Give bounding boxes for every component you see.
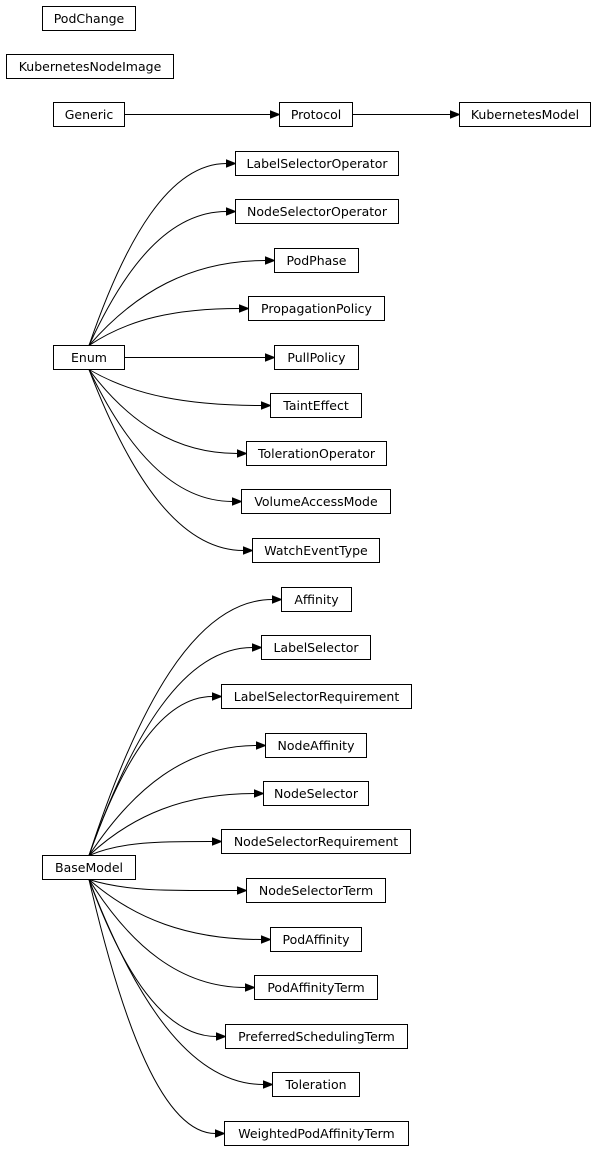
arrowhead-icon [227,208,236,215]
node-label: PropagationPolicy [261,301,372,316]
node-label: WeightedPodAffinityTerm [238,1126,395,1141]
edge-basemodel-labelselectorrequirement [89,693,222,856]
arrowhead-icon [238,450,247,457]
nodes-layer [7,7,591,1146]
node-label: PreferredSchedulingTerm [238,1029,395,1044]
node-label: PodAffinityTerm [267,980,365,995]
node-label: BaseModel [55,860,123,875]
node-kubernetesnodeimage[interactable] [7,55,174,79]
edge-basemodel-nodeselectorrequirement [89,838,222,856]
node-tolerationoperator[interactable] [247,442,387,466]
node-preferredschedulingterm[interactable] [226,1025,408,1049]
node-label: PodPhase [286,253,347,268]
arrowhead-icon [262,936,271,943]
edge-enum-watcheventtype [89,370,253,555]
node-volumeaccessmode[interactable] [242,490,391,514]
arrowhead-icon [271,111,280,118]
node-podaffinity[interactable] [271,928,362,952]
node-label: KubernetesModel [470,107,580,122]
node-nodeselectoroperator[interactable] [236,200,399,224]
node-label: NodeAffinity [277,738,355,753]
node-label: NodeSelector [274,786,358,801]
node-label: VolumeAccessMode [254,494,378,509]
arrowhead-icon [266,257,275,264]
edge-enum-labelselectoroperator [89,160,236,346]
edge-enum-nodeselectoroperator [89,208,236,346]
node-enum[interactable] [54,346,125,370]
edge-basemodel-nodeselectorterm [89,880,247,895]
node-basemodel[interactable] [43,856,136,880]
node-tainteffect[interactable] [271,394,362,418]
arrowhead-icon [264,1081,273,1088]
node-label: Generic [64,107,114,122]
node-label: Protocol [290,107,342,122]
node-nodeselector[interactable] [264,782,369,806]
arrowhead-icon [262,402,271,409]
edge-generic-protocol [125,111,280,118]
node-podphase[interactable] [275,249,359,273]
node-label: LabelSelectorRequirement [233,689,400,704]
edge-enum-podphase [89,257,275,346]
node-label: TaintEffect [283,398,349,413]
arrowhead-icon [257,742,266,749]
arrowhead-icon [255,790,264,797]
arrowhead-icon [451,111,460,118]
arrowhead-icon [216,1130,225,1137]
node-protocol[interactable] [280,103,353,127]
edge-protocol-kubernetesmodel [353,111,460,118]
node-podaffinityterm[interactable] [255,976,378,1000]
node-label: PodAffinity [282,932,350,947]
arrowhead-icon [227,160,236,167]
node-weightedpodaffinityterm[interactable] [225,1122,409,1146]
arrowhead-icon [273,596,282,603]
arrowhead-icon [246,984,255,991]
node-kubernetesmodel[interactable] [460,103,591,127]
node-label: NodeSelectorTerm [258,883,374,898]
node-nodeaffinity[interactable] [266,734,367,758]
edge-basemodel-labelselector [89,644,262,856]
node-label: KubernetesNodeImage [18,59,162,74]
node-labelselectorrequirement[interactable] [222,685,412,709]
node-label: NodeSelectorOperator [247,204,387,219]
node-label: LabelSelector [273,640,359,655]
node-affinity[interactable] [282,588,352,612]
node-pullpolicy[interactable] [275,346,359,370]
node-label: Affinity [294,592,339,607]
arrowhead-icon [244,547,253,554]
arrowhead-icon [238,887,247,894]
node-watcheventtype[interactable] [253,539,380,563]
node-label: NodeSelectorRequirement [233,834,399,849]
node-label: LabelSelectorOperator [246,156,388,171]
arrowhead-icon [217,1033,226,1040]
node-nodeselectorrequirement[interactable] [222,830,411,854]
node-generic[interactable] [54,103,125,127]
node-label: PodChange [53,11,125,26]
node-toleration[interactable] [273,1073,360,1097]
edge-enum-tainteffect [89,370,271,410]
arrowhead-icon [240,305,249,312]
node-labelselectoroperator[interactable] [236,152,399,176]
arrowhead-icon [266,354,275,361]
node-propagationpolicy[interactable] [249,297,385,321]
edge-enum-pullpolicy [125,354,275,361]
node-nodeselectorterm[interactable] [247,879,386,903]
node-label: TolerationOperator [257,446,376,461]
arrowhead-icon [213,693,222,700]
arrowhead-icon [233,498,242,505]
node-label: Enum [71,350,107,365]
node-label: WatchEventType [264,543,368,558]
node-labelselector[interactable] [262,636,371,660]
node-podchange[interactable] [43,7,136,31]
node-label: PullPolicy [287,350,346,365]
arrowhead-icon [213,838,222,845]
node-label: Toleration [285,1077,347,1092]
edge-enum-propagationpolicy [89,305,249,346]
arrowhead-icon [253,644,262,651]
edge-basemodel-weightedpodaffinityterm [89,880,225,1138]
